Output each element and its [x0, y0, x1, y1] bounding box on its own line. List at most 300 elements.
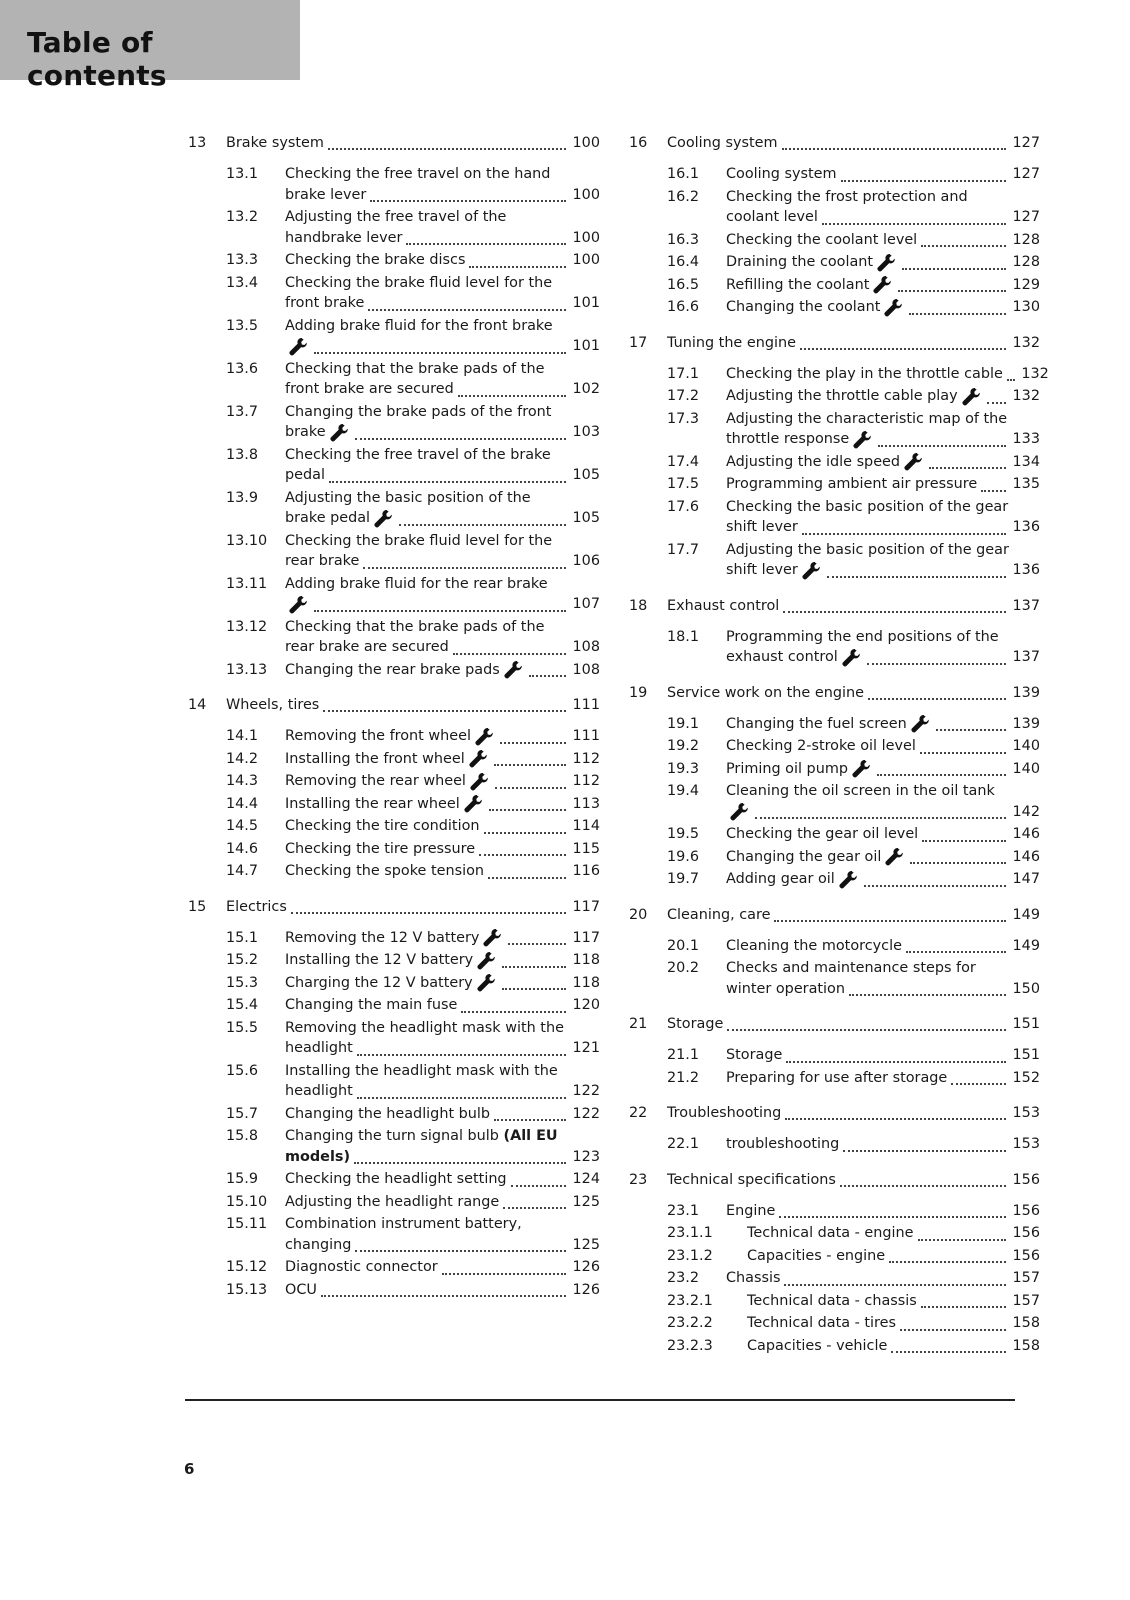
- dot-leader: [864, 885, 1006, 887]
- page-ref: 112: [572, 750, 600, 767]
- page-ref: 118: [572, 974, 600, 991]
- entry-number: 15.7: [226, 1105, 259, 1122]
- entry-title-line: throttle response: [726, 431, 850, 447]
- dot-leader: [902, 268, 1006, 270]
- toc-entry[interactable]: [629, 958, 1040, 999]
- dot-leader: [849, 994, 1006, 996]
- toc-entry[interactable]: [188, 1280, 600, 1301]
- wrench-icon: [476, 973, 498, 993]
- toc-entry[interactable]: [188, 574, 600, 615]
- toc-section[interactable]: [188, 695, 600, 715]
- wrench-icon: [961, 387, 983, 407]
- dot-leader: [774, 920, 1006, 922]
- page-ref: 132: [1012, 334, 1040, 351]
- toc-entry[interactable]: [188, 359, 600, 400]
- toc-entry[interactable]: [629, 497, 1040, 538]
- page-ref: 122: [572, 1105, 600, 1122]
- page-ref: 105: [572, 510, 600, 526]
- entry-title-line: Charging the 12 V battery: [285, 974, 473, 991]
- dot-leader: [357, 1054, 566, 1056]
- toc-subentry[interactable]: [629, 1223, 1040, 1244]
- section-title: Brake system: [226, 135, 324, 151]
- entry-title-line: Changing the rear brake pads: [285, 661, 500, 678]
- page-ref: 153: [1012, 1105, 1040, 1121]
- entry-title-line: Cleaning the motorcycle: [726, 937, 902, 954]
- header-tab: [0, 0, 300, 92]
- entry-number: 21.2: [667, 1069, 700, 1086]
- dot-leader: [785, 1118, 1006, 1120]
- entry-number: 13.7: [226, 403, 259, 420]
- toc-entry[interactable]: [629, 409, 1040, 450]
- toc-entry[interactable]: [188, 1061, 600, 1102]
- entry-title-line: Checking the free travel on the hand: [285, 166, 551, 182]
- page-ref: 106: [572, 553, 600, 569]
- toc-entry[interactable]: [188, 273, 600, 314]
- toc-entry[interactable]: [188, 1018, 600, 1059]
- wrench-icon: [852, 430, 874, 450]
- toc-entry[interactable]: [629, 275, 1040, 296]
- toc-section[interactable]: [629, 1170, 1040, 1190]
- wrench-icon: [288, 595, 310, 615]
- toc-entry[interactable]: [629, 714, 1040, 735]
- entry-title-line: coolant level: [726, 209, 818, 225]
- page-ref: 157: [1012, 1270, 1040, 1286]
- entry-title-line: Adjusting the throttle cable play: [726, 388, 958, 404]
- toc-subentry[interactable]: [629, 1246, 1040, 1267]
- toc-entry[interactable]: [629, 781, 1040, 822]
- dot-leader: [727, 1029, 1006, 1031]
- dot-leader: [868, 698, 1006, 700]
- toc-entry[interactable]: [629, 759, 1040, 780]
- section-title: Service work on the engine: [667, 684, 864, 701]
- dot-leader: [981, 490, 1006, 492]
- section-number: 15: [188, 898, 207, 915]
- entry-number: 13.10: [226, 532, 268, 549]
- page-ref: 100: [572, 229, 600, 246]
- entry-title-line: Checking the play in the throttle cable: [726, 365, 1003, 382]
- page-ref: 132: [1021, 365, 1049, 382]
- wrench-icon: [503, 660, 525, 680]
- entry-number: 19.1: [667, 715, 700, 732]
- page-ref: 153: [1012, 1136, 1040, 1152]
- entry-number: 14.3: [226, 773, 259, 789]
- entry-number: 15.10: [226, 1193, 268, 1210]
- toc-entry[interactable]: [629, 1068, 1040, 1089]
- section-number: 18: [629, 597, 648, 614]
- page-ref: 147: [1012, 871, 1040, 887]
- dot-leader: [529, 675, 566, 677]
- page-ref: 125: [572, 1236, 600, 1253]
- page-ref: 105: [572, 467, 600, 483]
- toc-section[interactable]: [629, 1014, 1040, 1034]
- toc-entry[interactable]: [188, 839, 600, 860]
- entry-number: 15.4: [226, 997, 259, 1013]
- section-number: 23: [629, 1171, 648, 1188]
- page-ref: 120: [572, 997, 600, 1013]
- dot-leader: [877, 774, 1006, 776]
- entry-title-line: Chassis: [726, 1270, 781, 1286]
- toc-entry[interactable]: [629, 297, 1040, 318]
- entry-title-line: Technical data - tires: [747, 1315, 896, 1331]
- entry-number: 23.2.1: [667, 1292, 713, 1309]
- dot-leader: [399, 524, 566, 526]
- dot-leader: [323, 710, 566, 712]
- entry-title-line: rear brake: [285, 553, 360, 569]
- entry-number: 14.2: [226, 750, 259, 767]
- entry-title-line: Draining the coolant: [726, 254, 874, 270]
- section-number: 19: [629, 684, 648, 701]
- entry-title-line: headlight: [285, 1040, 353, 1056]
- toc-column-left: [188, 130, 600, 1302]
- toc-column-right: [629, 130, 1049, 1358]
- page-ref: 158: [1012, 1337, 1040, 1354]
- entry-number: 17.4: [667, 453, 700, 470]
- toc-entry[interactable]: [629, 936, 1040, 957]
- toc-entry[interactable]: [629, 824, 1040, 845]
- page-ref: 129: [1012, 276, 1040, 293]
- toc-entry[interactable]: [629, 869, 1040, 890]
- page-ref: 133: [1012, 431, 1040, 447]
- entry-title-line: Changing the brake pads of the front: [285, 403, 552, 420]
- entry-number: 15.1: [226, 929, 259, 946]
- dot-leader: [502, 966, 566, 968]
- section-number: 22: [629, 1105, 648, 1121]
- toc-entry[interactable]: [188, 488, 600, 529]
- entry-number: 18.1: [667, 628, 700, 645]
- page-ref: 157: [1012, 1292, 1040, 1309]
- toc-entry[interactable]: [188, 164, 600, 205]
- entry-title-line: Changing the headlight bulb: [285, 1105, 491, 1122]
- page-ref: 121: [572, 1040, 600, 1056]
- dot-leader: [370, 200, 566, 202]
- toc-entry[interactable]: [188, 726, 600, 747]
- dot-leader: [800, 348, 1006, 350]
- toc-entry[interactable]: [188, 1169, 600, 1190]
- toc-section[interactable]: [188, 133, 600, 153]
- dot-leader: [484, 832, 567, 834]
- dot-leader: [827, 576, 1006, 578]
- toc-entry[interactable]: [188, 1104, 600, 1125]
- dot-leader: [329, 481, 566, 483]
- wrench-icon: [729, 802, 751, 822]
- page-ref: 102: [572, 381, 600, 397]
- toc-subentry[interactable]: [629, 1313, 1040, 1334]
- toc-entry[interactable]: [629, 386, 1040, 407]
- entry-title-line: Checking the coolant level: [726, 231, 918, 248]
- entry-number: 19.4: [667, 783, 700, 799]
- dot-leader: [779, 1216, 1006, 1218]
- dot-leader: [921, 245, 1006, 247]
- dot-leader: [900, 1329, 1006, 1331]
- toc-entry[interactable]: [629, 1045, 1040, 1066]
- toc-entry[interactable]: [188, 1214, 600, 1255]
- toc-entry[interactable]: [188, 928, 600, 949]
- page-ref: 125: [572, 1193, 600, 1210]
- page-ref: 126: [572, 1259, 600, 1275]
- section-number: 20: [629, 906, 648, 923]
- page-ref: 156: [1012, 1247, 1040, 1264]
- section-number: 21: [629, 1016, 648, 1032]
- toc-section[interactable]: [188, 897, 600, 917]
- page-ref: 156: [1012, 1171, 1040, 1188]
- dot-leader: [355, 438, 566, 440]
- toc-entry[interactable]: [188, 995, 600, 1016]
- section-number: 13: [188, 135, 207, 151]
- toc-entry[interactable]: [629, 736, 1040, 757]
- entry-number: 20.1: [667, 937, 700, 954]
- page-ref: 149: [1012, 937, 1040, 954]
- page-ref: 118: [572, 952, 600, 968]
- toc-entry[interactable]: [188, 950, 600, 971]
- dot-leader: [442, 1273, 566, 1275]
- entry-title-line: shift lever: [726, 519, 798, 535]
- entry-title-line: Checking the frost protection and: [726, 188, 968, 205]
- dot-leader: [918, 1239, 1007, 1241]
- dot-leader: [355, 1250, 566, 1252]
- entry-number: 23.2: [667, 1270, 700, 1286]
- toc-entry[interactable]: [188, 250, 600, 271]
- toc-entry[interactable]: [188, 861, 600, 882]
- dot-leader: [406, 243, 566, 245]
- entry-title-line: Diagnostic connector: [285, 1259, 438, 1275]
- entry-title-line: Checking the tire condition: [285, 818, 480, 834]
- page-ref: 158: [1012, 1315, 1040, 1331]
- toc-subentry[interactable]: [629, 1336, 1040, 1357]
- dot-leader: [786, 1061, 1006, 1063]
- entry-number: 13.8: [226, 446, 259, 463]
- entry-number: 17.7: [667, 541, 700, 558]
- entry-title-line: Removing the headlight mask with the: [285, 1019, 564, 1036]
- toc-subentry[interactable]: [629, 1291, 1040, 1312]
- wrench-icon: [838, 870, 860, 890]
- entry-title-line: Changing the fuel screen: [726, 715, 907, 732]
- toc-entry[interactable]: [188, 402, 600, 443]
- entry-number: 16.1: [667, 166, 700, 182]
- page-title: Table of contents: [27, 26, 167, 92]
- entry-title-line: Installing the 12 V battery: [285, 952, 474, 968]
- entry-number: 15.11: [226, 1216, 268, 1232]
- toc-entry[interactable]: [629, 252, 1040, 273]
- toc-entry[interactable]: [629, 847, 1040, 868]
- section-title: Exhaust control: [667, 597, 780, 614]
- page-ref: 127: [1012, 166, 1040, 182]
- entry-number: 14.1: [226, 728, 259, 744]
- toc-entry[interactable]: [188, 617, 600, 658]
- dot-leader: [867, 663, 1006, 665]
- entry-title-line: Checking the brake fluid level for the: [285, 532, 553, 549]
- entry-title-line: Checking the spoke tension: [285, 863, 485, 879]
- toc-entry[interactable]: [629, 474, 1040, 495]
- dot-leader: [503, 1207, 566, 1209]
- toc-section[interactable]: [629, 333, 1040, 353]
- toc-entry[interactable]: [188, 749, 600, 770]
- toc-entry[interactable]: [629, 452, 1040, 473]
- toc-entry[interactable]: [629, 627, 1040, 668]
- entry-number: 16.5: [667, 276, 700, 293]
- entry-title-line: changing: [285, 1236, 352, 1253]
- toc-entry[interactable]: [188, 973, 600, 994]
- wrench-icon: [801, 561, 823, 581]
- entry-title-line: Checking the free travel of the brake: [285, 446, 551, 463]
- dot-leader: [354, 1162, 566, 1164]
- dot-leader: [494, 1119, 566, 1121]
- entry-title-line: troubleshooting: [726, 1136, 840, 1152]
- page-ref: 151: [1012, 1047, 1040, 1063]
- entry-title-line: front brake: [285, 295, 365, 311]
- dot-leader: [843, 1150, 1006, 1152]
- page-ref: 101: [572, 338, 600, 354]
- entry-title-line: Programming ambient air pressure: [726, 476, 978, 492]
- dot-leader: [511, 1185, 566, 1187]
- entry-title-line: pedal: [285, 467, 325, 483]
- toc-entry[interactable]: [629, 164, 1040, 185]
- page-ref: 136: [1012, 519, 1040, 535]
- entry-title-line: Adding brake fluid for the front brake: [285, 317, 553, 334]
- dot-leader: [755, 817, 1006, 819]
- entry-number: 14.5: [226, 818, 259, 834]
- page-ref: 146: [1012, 826, 1040, 842]
- entry-number: 23.1: [667, 1202, 700, 1219]
- section-title: Troubleshooting: [667, 1105, 782, 1121]
- dot-leader: [461, 1011, 566, 1013]
- dot-leader: [1007, 379, 1015, 381]
- entry-number: 20.2: [667, 960, 700, 976]
- entry-title-line: Adjusting the characteristic map of the: [726, 410, 1008, 427]
- dot-leader: [357, 1097, 566, 1099]
- entry-title-line: exhaust control: [726, 649, 838, 665]
- dot-leader: [328, 148, 566, 150]
- entry-number: 13.2: [226, 209, 259, 225]
- dot-leader: [495, 787, 566, 789]
- toc-entry[interactable]: [188, 207, 600, 248]
- toc-section[interactable]: [629, 1103, 1040, 1123]
- page-ref: 122: [572, 1083, 600, 1099]
- wrench-icon: [329, 423, 351, 443]
- wrench-icon: [876, 253, 898, 273]
- entry-number: 13.3: [226, 252, 259, 268]
- entry-title-line: Adjusting the basic position of the gear: [726, 541, 1009, 558]
- entry-title-line: Adjusting the headlight range: [285, 1193, 500, 1210]
- section-title: Cleaning, care: [667, 906, 771, 923]
- dot-leader: [494, 764, 566, 766]
- entry-number: 13.13: [226, 661, 268, 678]
- dot-leader: [987, 402, 1006, 404]
- dot-leader: [898, 290, 1006, 292]
- entry-title-line: Changing the main fuse: [285, 997, 458, 1013]
- section-number: 17: [629, 334, 648, 351]
- dot-leader: [508, 943, 566, 945]
- wrench-icon: [910, 714, 932, 734]
- entry-title-line: brake: [285, 424, 326, 440]
- page-ref: 115: [572, 840, 600, 857]
- dot-leader: [502, 988, 566, 990]
- entry-number: 16.2: [667, 188, 700, 205]
- toc-entry[interactable]: [629, 1201, 1040, 1222]
- entry-title-line: brake lever: [285, 186, 367, 203]
- page-ref: 123: [572, 1148, 600, 1165]
- page-ref: 156: [1012, 1202, 1040, 1219]
- entry-number: 22.1: [667, 1136, 700, 1152]
- entry-title-line: Preparing for use after storage: [726, 1069, 948, 1086]
- entry-number: 17.1: [667, 365, 700, 382]
- wrench-icon: [884, 847, 906, 867]
- entry-title-line: Removing the front wheel: [285, 728, 471, 744]
- entry-number: 23.2.3: [667, 1337, 713, 1354]
- page-ref: 128: [1012, 231, 1040, 248]
- toc-entry[interactable]: [629, 187, 1040, 228]
- entry-title-line: Checking the tire pressure: [285, 840, 476, 857]
- entry-title-line: Changing the gear oil: [726, 848, 882, 865]
- page-ref: 101: [572, 295, 600, 311]
- page-ref: 149: [1012, 906, 1040, 923]
- section-title: Tuning the engine: [667, 334, 796, 351]
- entry-title-line: Installing the front wheel: [285, 750, 465, 767]
- dot-leader: [469, 266, 566, 268]
- page-ref: 124: [572, 1171, 600, 1187]
- page-ref: 117: [572, 929, 600, 946]
- entry-number: 15.6: [226, 1062, 259, 1079]
- entry-title-bold: (All EU: [503, 1128, 558, 1144]
- dot-leader: [802, 533, 1006, 535]
- toc-section[interactable]: [629, 133, 1040, 153]
- toc-entry[interactable]: [188, 794, 600, 815]
- page-ref: 112: [572, 773, 600, 789]
- toc-entry[interactable]: [188, 771, 600, 792]
- toc-entry[interactable]: [188, 1257, 600, 1278]
- entry-number: 21.1: [667, 1047, 700, 1063]
- toc-entry[interactable]: [629, 364, 1049, 385]
- toc-section[interactable]: [629, 596, 1040, 616]
- entry-number: 13.1: [226, 166, 259, 182]
- toc-entry[interactable]: [629, 1134, 1040, 1155]
- page-ref: 137: [1012, 597, 1040, 614]
- toc-entry[interactable]: [629, 1268, 1040, 1289]
- toc-entry[interactable]: [629, 540, 1040, 581]
- toc-entry[interactable]: [188, 1192, 600, 1213]
- toc-entry[interactable]: [629, 230, 1040, 251]
- page-ref: 126: [572, 1281, 600, 1298]
- entry-number: 14.6: [226, 840, 259, 857]
- page-ref: 103: [572, 424, 600, 440]
- toc-entry[interactable]: [188, 816, 600, 837]
- section-number: 14: [188, 697, 207, 713]
- toc-entry[interactable]: [188, 531, 600, 572]
- page-number: 6: [184, 1460, 195, 1478]
- section-title: Wheels, tires: [226, 697, 320, 713]
- entry-title-line: Checking the brake discs: [285, 252, 466, 268]
- entry-number: 17.5: [667, 476, 700, 492]
- entry-number: 15.12: [226, 1259, 268, 1275]
- entry-title-line: Adjusting the free travel of the: [285, 209, 507, 225]
- wrench-icon: [851, 759, 873, 779]
- wrench-icon: [903, 452, 925, 472]
- toc-entry[interactable]: [188, 660, 600, 681]
- wrench-icon: [883, 298, 905, 318]
- toc-entry[interactable]: [188, 445, 600, 486]
- entry-title-line: Checking the gear oil level: [726, 826, 919, 842]
- entry-title-line: Adding brake fluid for the rear brake: [285, 575, 548, 592]
- toc-entry[interactable]: [188, 1126, 600, 1167]
- entry-title-line: brake pedal: [285, 510, 371, 526]
- toc-section[interactable]: [629, 905, 1040, 925]
- page-ref: 137: [1012, 649, 1040, 665]
- page-ref: 151: [1012, 1016, 1040, 1032]
- entry-title-line: Refilling the coolant: [726, 276, 870, 293]
- toc-entry[interactable]: [188, 316, 600, 357]
- entry-number: 13.11: [226, 575, 268, 592]
- toc-section[interactable]: [629, 683, 1040, 703]
- page-ref: 134: [1012, 453, 1040, 470]
